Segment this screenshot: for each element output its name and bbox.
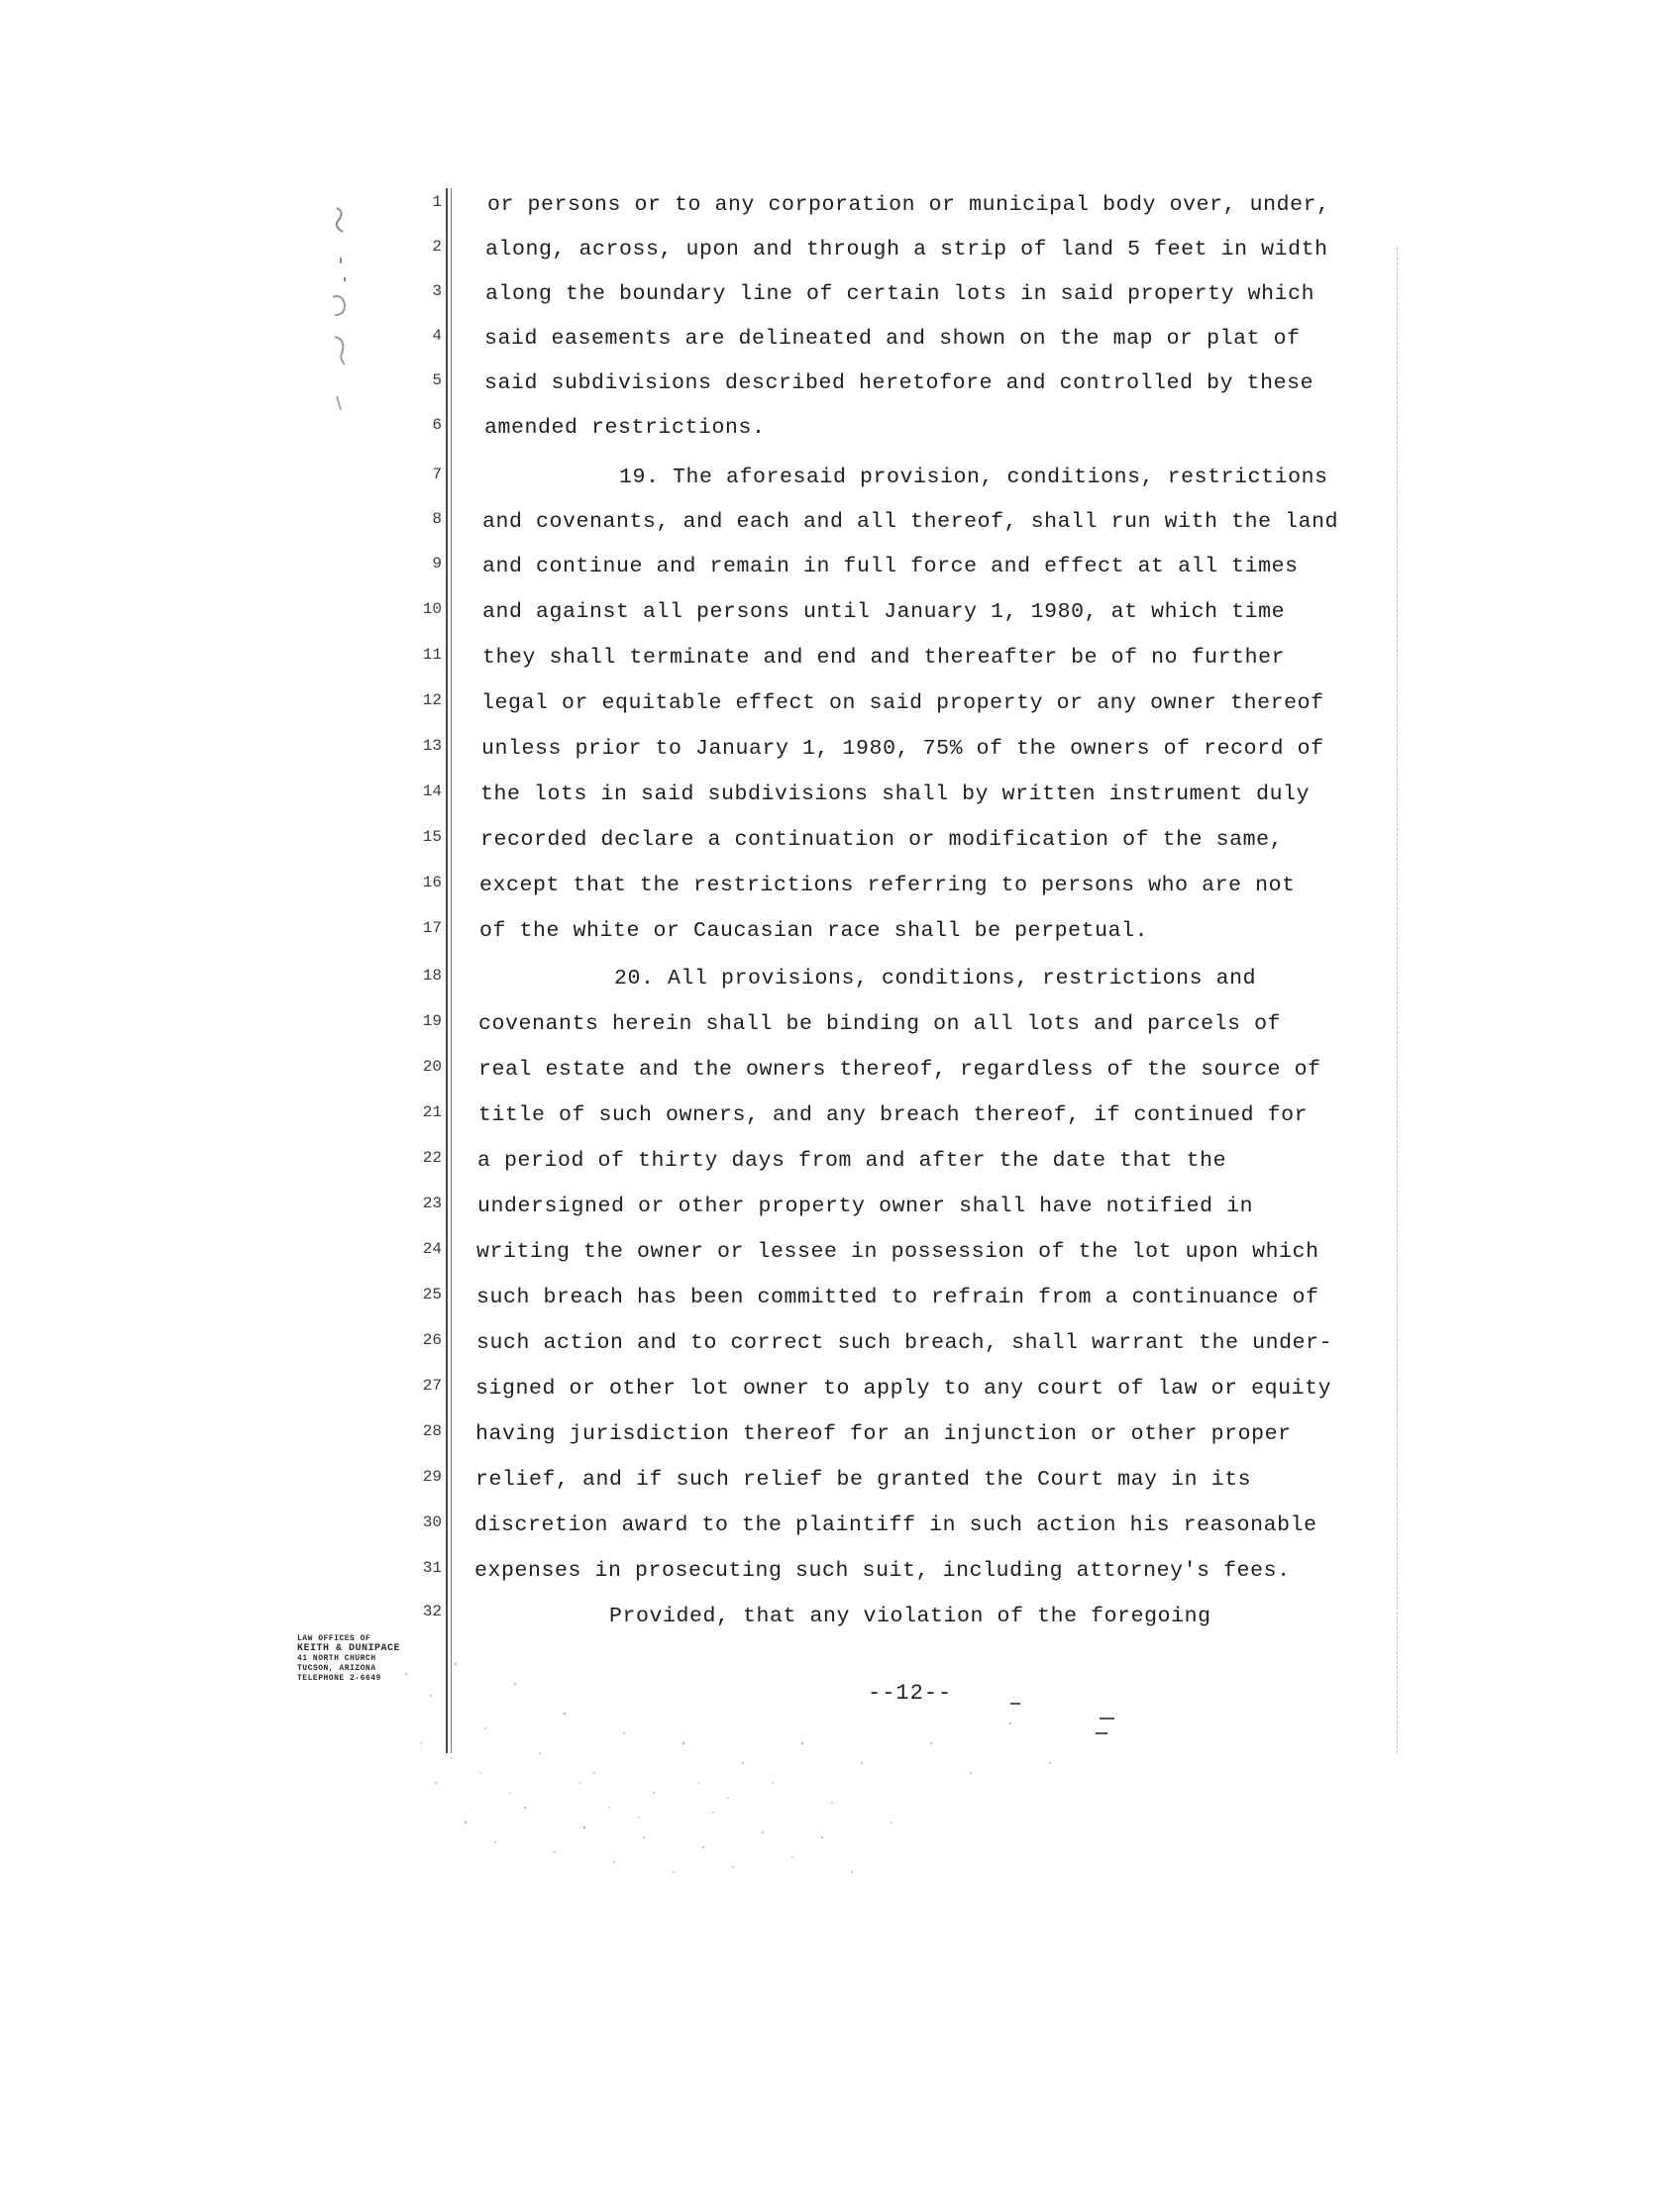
line-number: 28 [422,1422,442,1440]
line-number: 29 [422,1468,442,1486]
stamp-line: TUCSON, ARIZONA [297,1664,376,1673]
line-number: 14 [422,782,442,800]
text-line: and continue and remain in full force and effect at all times [482,555,1299,578]
text-line: and covenants, and each and all thereof, shall run with the land [482,510,1339,534]
line-number: 21 [422,1103,442,1121]
line-number: 1 [432,193,442,211]
text-line: real estate and the owners thereof, regardless of the source of [478,1058,1321,1082]
text-line: having jurisdiction thereof for an injunction or other proper [475,1422,1292,1446]
text-line: Provided, that any violation of the foregoing [609,1605,1211,1628]
line-number: 30 [422,1513,442,1531]
line-number: 7 [432,466,442,483]
text-line: amended restrictions. [484,416,766,440]
line-number: 19 [422,1012,442,1030]
text-line: except that the restrictions referring to persons who are not [479,874,1296,897]
text-line: writing the owner or lessee in possession of the lot upon which [476,1240,1319,1264]
text-line: along, across, upon and through a strip of land 5 feet in width [485,238,1328,261]
line-number: 9 [432,555,442,573]
text-line: the lots in said subdivisions shall by written instrument duly [480,782,1311,806]
page-number: --12-- [868,1681,953,1706]
text-line: legal or equitable effect on said property or any owner thereof [481,691,1324,715]
left-margin-rule [446,188,452,1753]
line-number: 3 [432,282,442,300]
line-number: 31 [422,1559,442,1577]
text-line: discretion award to the plaintiff in such action his reasonable [474,1513,1317,1537]
line-number: 13 [422,737,442,755]
text-line: said subdivisions described heretofore and controlled by these [484,371,1314,395]
line-number: 4 [432,327,442,345]
stamp-line: KEITH & DUNIPACE [297,1643,401,1654]
text-line: covenants herein shall be binding on all lots and parcels of [478,1012,1282,1036]
text-line: expenses in prosecuting such suit, including attorney's fees. [474,1559,1291,1583]
text-line: unless prior to January 1, 1980, 75% of the owners of record of [481,737,1324,761]
text-line: a period of thirty days from and after the date that the [477,1149,1227,1173]
text-line: recorded declare a continuation or modification of the same, [480,828,1284,852]
line-number: 8 [432,510,442,528]
line-number: 23 [422,1195,442,1212]
line-number: 5 [432,371,442,389]
line-number: 2 [432,238,442,256]
stamp-line: 41 NORTH CHURCH [297,1654,376,1663]
line-number: 22 [422,1149,442,1167]
line-number: 17 [422,919,442,937]
text-line: they shall terminate and end and thereafter be of no further [482,646,1286,670]
stamp-line: TELEPHONE 2-6649 [297,1674,381,1683]
line-number: 27 [422,1377,442,1395]
right-margin-rule [1397,248,1398,1753]
text-line: signed or other lot owner to apply to any court of law or equity [475,1377,1332,1401]
line-number: 20 [422,1058,442,1076]
line-number: 32 [422,1603,442,1620]
line-number: 11 [422,646,442,664]
line-number: 18 [422,967,442,985]
text-line: 20. All provisions, conditions, restrictions and [614,967,1257,990]
line-number: 16 [422,874,442,891]
line-number: 10 [422,600,442,618]
line-number: 26 [422,1331,442,1349]
text-line: and against all persons until January 1, 1980, at which time [482,600,1286,624]
text-line: undersigned or other property owner shall have notified in [477,1195,1254,1218]
text-line: such action and to correct such breach, shall warrant the under- [476,1331,1333,1355]
line-number: 24 [422,1240,442,1258]
text-line: of the white or Caucasian race shall be perpetual. [479,919,1149,943]
text-line: along the boundary line of certain lots in said property which [485,282,1315,306]
text-line: title of such owners, and any breach thereof, if continued for [478,1103,1309,1127]
text-line: said easements are delineated and shown on the map or plat of [484,327,1301,351]
stamp-line: LAW OFFICES OF [297,1634,371,1643]
text-line: relief, and if such relief be granted the Court may in its [475,1468,1252,1492]
line-number: 12 [422,691,442,709]
margin-handwriting-marks [315,198,374,426]
line-number: 6 [432,416,442,434]
line-number: 15 [422,828,442,846]
line-number: 25 [422,1286,442,1303]
text-line: such breach has been committed to refrain from a continuance of [476,1286,1319,1309]
scan-noise [376,1634,1129,1892]
text-line: or persons or to any corporation or municipal body over, under, [487,193,1330,217]
text-line: 19. The aforesaid provision, conditions, restrictions [619,466,1328,489]
